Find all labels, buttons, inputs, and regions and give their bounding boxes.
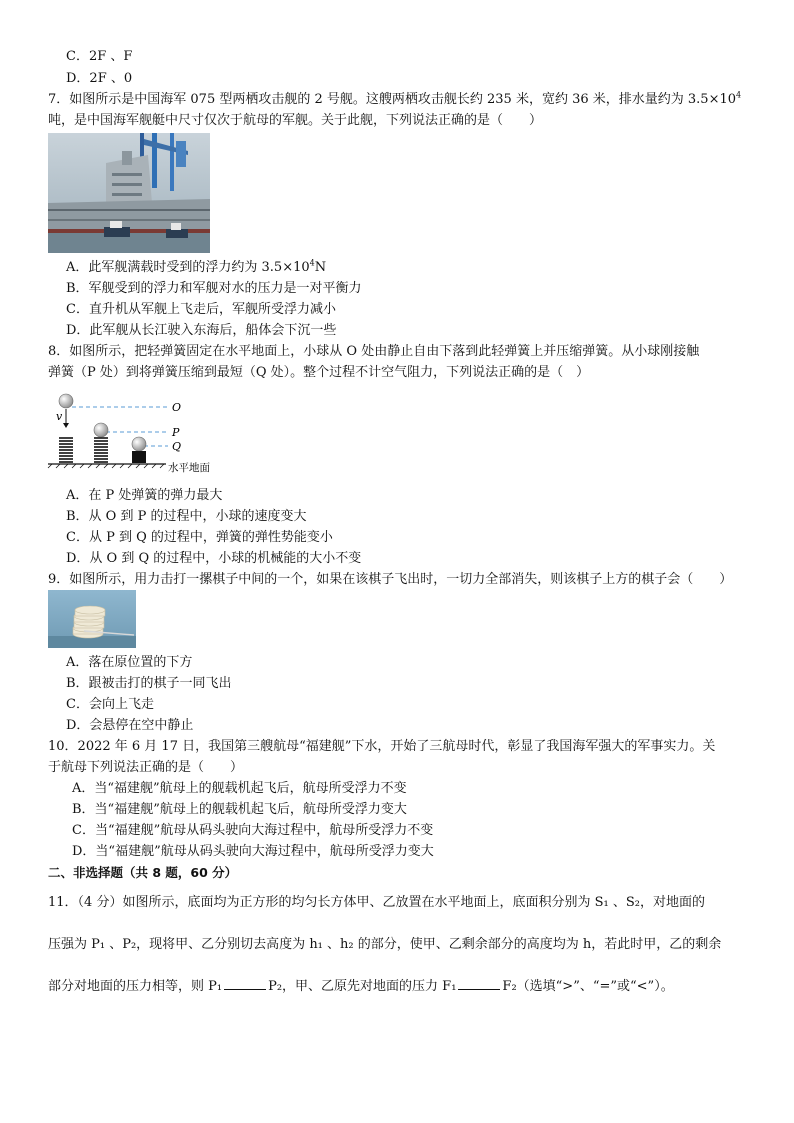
q11-stem-line1: 11．（4 分）如图所示，底面均为正方形的均匀长方体甲、乙放置在水平地面上，底面积分别为 S₁ 、S₂，对地面的 xyxy=(48,895,705,910)
q8-option-d: D．从 O 到 Q 的过程中，小球的机械能的大小不变 xyxy=(66,551,362,566)
q7-stem-line1: 7．如图所示是中国海军 075 型两栖攻击舰的 2 号舰。这艘两栖攻击舰长约 235 米，宽约 36 米，排水量约为 $3.5\times 10^4$ xyxy=(48,90,742,107)
q9-option-b: B．跟被击打的棋子一同飞出 xyxy=(66,676,232,691)
q7-option-b: B．军舰受到的浮力和军舰对水的压力是一对平衡力 xyxy=(66,281,362,296)
q9-option-d: D．会悬停在空中静止 xyxy=(66,718,194,733)
answer-blank-1[interactable] xyxy=(224,977,266,990)
q10-stem-line2: 于航母下列说法正确的是（ ） xyxy=(48,760,244,775)
q11-stem-line3: 部分对地面的压力相等，则 P₁ P₂，甲、乙原先对地面的压力 F₁ F₂（选填“>”、“=”或“<”）。 xyxy=(48,979,674,994)
q9-option-a: A．落在原位置的下方 xyxy=(66,655,193,670)
q8-option-b: B．从 O 到 P 的过程中，小球的速度变大 xyxy=(66,509,307,524)
answer-blank-2[interactable] xyxy=(458,977,500,990)
q10-option-a: A．当“福建舰”航母上的舰载机起飞后，航母所受浮力不变 xyxy=(72,781,407,796)
q8-stem-line1: 8．如图所示，把轻弹簧固定在水平地面上，小球从 O 处由静止自由下落到此轻弹簧上并压缩弹簧。从小球刚接触 xyxy=(48,344,700,359)
q10-stem-line1: 10．2022 年 6 月 17 日，我国第三艘航母“福建舰”下水，开始了三航母时代，彰显了我国海军强大的军事实力。关 xyxy=(48,739,716,754)
label-q: Q xyxy=(172,440,182,453)
q10-option-d: D．当“福建舰”航母从码头驶向大海过程中，航母所受浮力变大 xyxy=(72,844,434,859)
q11-stem-line2: 压强为 P₁ 、P₂，现将甲、乙分别切去高度为 h₁ 、h₂ 的部分，使甲、乙剩余部分的高度均为 h，若此时甲，乙的剩余 xyxy=(48,937,722,952)
spring-ball-figure xyxy=(44,390,234,476)
warship-photo xyxy=(48,133,210,253)
label-p: P xyxy=(172,426,180,439)
label-ground: 水平地面 xyxy=(168,462,210,474)
velocity-label: v xyxy=(56,410,63,423)
q6-option-d: D．2F 、0 xyxy=(66,71,133,86)
q6-option-c: C．2F 、F xyxy=(66,49,133,64)
q7-option-c: C．直升机从军舰上飞走后，军舰所受浮力减小 xyxy=(66,302,336,317)
section-heading: 二、非选择题（共 8 题，60 分） xyxy=(48,865,238,880)
label-o: O xyxy=(172,401,182,414)
q7-option-a: A．此军舰满载时受到的浮力约为 $3.5\times 10^4N$ xyxy=(66,258,327,275)
q8-option-c: C．从 P 到 Q 的过程中，弹簧的弹性势能变小 xyxy=(66,530,333,545)
chess-pieces-photo xyxy=(48,590,136,648)
q9-stem: 9．如图所示，用力击打一摞棋子中间的一个，如果在该棋子飞出时，一切力全部消失，则该棋子上方的棋子会（ ） xyxy=(48,572,733,587)
q8-option-a: A．在 P 处弹簧的弹力最大 xyxy=(66,488,223,503)
q7-option-d: D．此军舰从长江驶入东海后，船体会下沉一些 xyxy=(66,323,337,338)
q8-stem-line2: 弹簧（P 处）到将弹簧压缩到最短（Q 处）。整个过程不计空气阻力，下列说法正确的是（ ） xyxy=(48,365,590,380)
q9-option-c: C．会向上飞走 xyxy=(66,697,154,712)
q7-stem-line2: 吨，是中国海军舰艇中尺寸仅次于航母的军舰。关于此舰，下列说法正确的是（ ） xyxy=(48,113,543,128)
q10-option-c: C．当“福建舰”航母从码头驶向大海过程中，航母所受浮力不变 xyxy=(72,823,434,838)
q10-option-b: B．当“福建舰”航母上的舰载机起飞后，航母所受浮力变大 xyxy=(72,802,407,817)
